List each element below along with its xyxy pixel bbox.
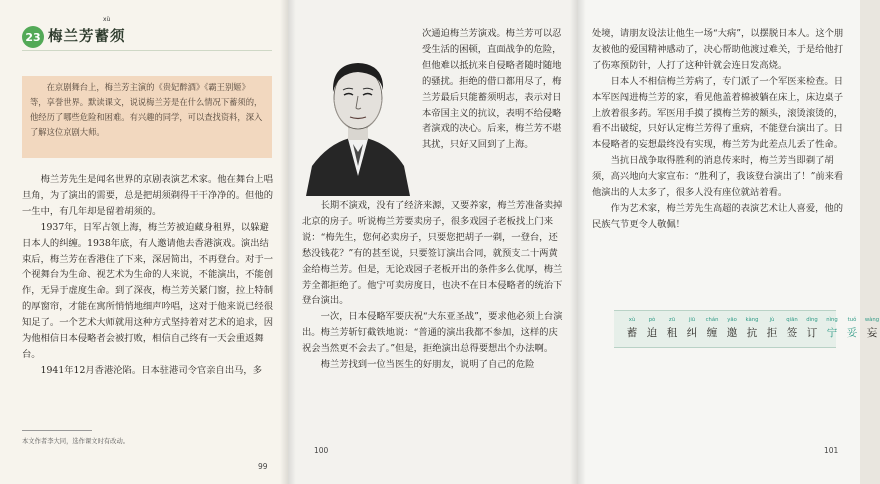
character-hanzi: 妥 — [846, 327, 858, 339]
title-pinyin: xù — [103, 16, 111, 23]
paragraph: 作为艺术家，梅兰芳先生高超的表演艺术让人喜爱，他的民族气节更令人敬佩！ — [592, 202, 844, 230]
character-hanzi: 宁 — [826, 327, 838, 339]
character-hanzi: 妄 — [866, 327, 878, 339]
character-pinyin: nìng — [826, 317, 838, 323]
lesson-intro-box — [22, 76, 272, 158]
new-character — [864, 317, 880, 340]
page-gutter-shadow — [570, 0, 578, 484]
character-pinyin: xù — [628, 317, 636, 323]
middle-page — [288, 0, 578, 484]
page-gutter-shadow — [280, 0, 288, 484]
paragraph: 1941年12月香港沦陷。日本驻港司令官亲自出马，多 — [40, 364, 263, 376]
lesson-number-badge: 23 — [22, 26, 44, 48]
new-character — [664, 317, 680, 340]
new-character — [684, 317, 700, 340]
left-page — [0, 0, 288, 484]
character-hanzi: 邀 — [726, 327, 738, 339]
right-page — [578, 0, 880, 484]
new-character — [744, 317, 760, 340]
character-pinyin: qiān — [786, 317, 798, 323]
character-hanzi: 抗 — [746, 327, 758, 339]
new-character — [724, 317, 740, 340]
character-pinyin: kàng — [745, 317, 759, 323]
character-pinyin: zū — [668, 317, 676, 323]
paragraph: 次通迫梅兰芳演戏。梅兰芳可以忍受生活的困顿，直面战争的危险，但他难以抵抗来自侵略者随时随地的骚扰。拒绝的借口都用尽了，梅兰芳最后只能蓄须明志，表示对日本帝国主义的抗议，表明不给侵略者演戏的决心。后来，梅兰芳不堪其扰，只好又回到了上海。 — [422, 28, 562, 151]
page-number: 100 — [314, 446, 329, 455]
page-gutter-shadow — [288, 0, 296, 484]
new-character — [764, 317, 780, 340]
paragraph: 1937年，日军占领上海，梅兰芳被迫藏身租界，以躲避日本人的纠缠。1938年底，有人邀请他去香港演戏。演出结束后，梅兰芳在香港住了下来，深居简出，不再登台。对于一个视舞台为生命、视艺术为生命的人来说，不能演出，不能创作，无异于虚度生命。到了深夜，梅兰芳关紧门窗，拉上特制的厚窗帘，才能在寓所悄悄地细声吟唱，这对于他来说已经很知足了。一个艺术大师就用这种方式坚持着对艺术的追求，因为他相信日本侵略者会被打败，相信自己终有一天会重返舞台。 — [22, 221, 274, 360]
character-pinyin: pò — [648, 317, 656, 323]
character-hanzi: 租 — [666, 327, 678, 339]
new-character — [704, 317, 720, 340]
character-hanzi: 拒 — [766, 327, 778, 339]
character-pinyin: chán — [705, 317, 719, 323]
page-number: 101 — [824, 446, 839, 455]
paragraph: 梅兰芳找到一位当医生的好朋友，说明了自己的危险 — [320, 359, 535, 371]
page-gutter-shadow — [578, 0, 586, 484]
paragraph: 梅兰芳先生是闻名世界的京剧表演艺术家。他在舞台上唱旦角，为了演出的需要，总是把胡须剃得干干净净的。但他的一生中，有几年却是留着胡须的。 — [22, 174, 274, 217]
character-hanzi: 缠 — [706, 327, 718, 339]
portrait-illustration — [298, 26, 418, 196]
paragraph: 长期不演戏，没有了经济来源，又要养家，梅兰芳准备卖掉北京的房子。听说梅兰芳要卖房子，很多戏园子老板找上门来说：“梅先生，您何必卖房子，只要您把胡子一剃，一登台，还愁没钱花？”有的甚至说，只要签订演出合同，就预支二十两黄金给梅兰芳。但是，无论戏园子老板开出的条件多么优厚，梅兰芳全都拒绝了。他宁可卖房度日，也决不在日本侵略者的统治下登台演出。 — [302, 200, 563, 307]
new-character — [824, 317, 840, 340]
footnote-divider — [22, 430, 92, 431]
new-character — [784, 317, 800, 340]
paragraph: 当抗日战争取得胜利的消息传来时，梅兰芳当即剃了胡须，高兴地向大家宣布：“胜利了，我该登台演出了！”前来看他演出的人太多了，很多人没有座位就站着看。 — [592, 155, 844, 199]
character-hanzi: 蓄 — [626, 327, 638, 339]
character-hanzi: 签 — [786, 327, 798, 339]
new-character — [804, 317, 820, 340]
paragraph: 日本人不相信梅兰芳病了，专门派了一个军医来检查。日本军医闯进梅兰芳的家，看见他盖着棉被躺在床上，床边桌子上放着很多药。军医用手摸了摸梅兰芳的额头，滚烫滚烫的，看不出破绽，只好认定梅兰芳得了重病，不能登台演出了。日本侵略者的妄想最终没有实现，梅兰芳为此差点儿丢了性命。 — [592, 75, 844, 151]
new-character — [844, 317, 860, 340]
character-hanzi: 纠 — [686, 327, 698, 339]
paragraph: 处境，请朋友设法让他生一场“大病”，以摆脱日本人。这个朋友被他的爱国精神感动了，决心帮助他渡过难关，于是给他打了伤寒预防针，人打了这种针就会连日发高烧。 — [592, 28, 844, 71]
new-character — [644, 317, 660, 340]
footnote: 本文作者李大同，选作课文时有改动。 — [22, 438, 130, 445]
character-pinyin: tuǒ — [847, 317, 857, 323]
character-pinyin: dìng — [806, 317, 818, 323]
character-pinyin: jù — [769, 317, 775, 323]
paragraph: 一次，日本侵略军要庆祝“大东亚圣战”，要求他必须上台演出。梅兰芳斩钉截铁地说：“普通的演出我都不参加，这样的庆祝会当然更不会去了。”但是，拒绝演出总得要想出个办法啊。 — [302, 311, 563, 355]
lesson-title: 梅兰芳蓄须 — [48, 29, 126, 45]
character-pinyin: jiū — [688, 317, 696, 323]
page-number: 99 — [258, 462, 268, 471]
lesson-intro-text: 在京剧舞台上，梅兰芳主演的《贵妃醉酒》《霸王别姬》等，享誉世界。默读课文，说说梅兰芳是在什么情况下蓄须的，他经历了哪些危险和困难。有兴趣的同学，可以查找资料，深入了解这位京剧大师。 — [30, 82, 263, 137]
character-pinyin: wàng — [864, 317, 880, 323]
new-character — [624, 317, 640, 340]
character-pinyin: yāo — [727, 317, 737, 323]
character-hanzi: 订 — [806, 327, 818, 339]
title-divider — [22, 50, 272, 51]
character-hanzi: 迫 — [646, 327, 658, 339]
new-characters-box — [614, 310, 880, 348]
new-characters-list — [624, 317, 880, 340]
